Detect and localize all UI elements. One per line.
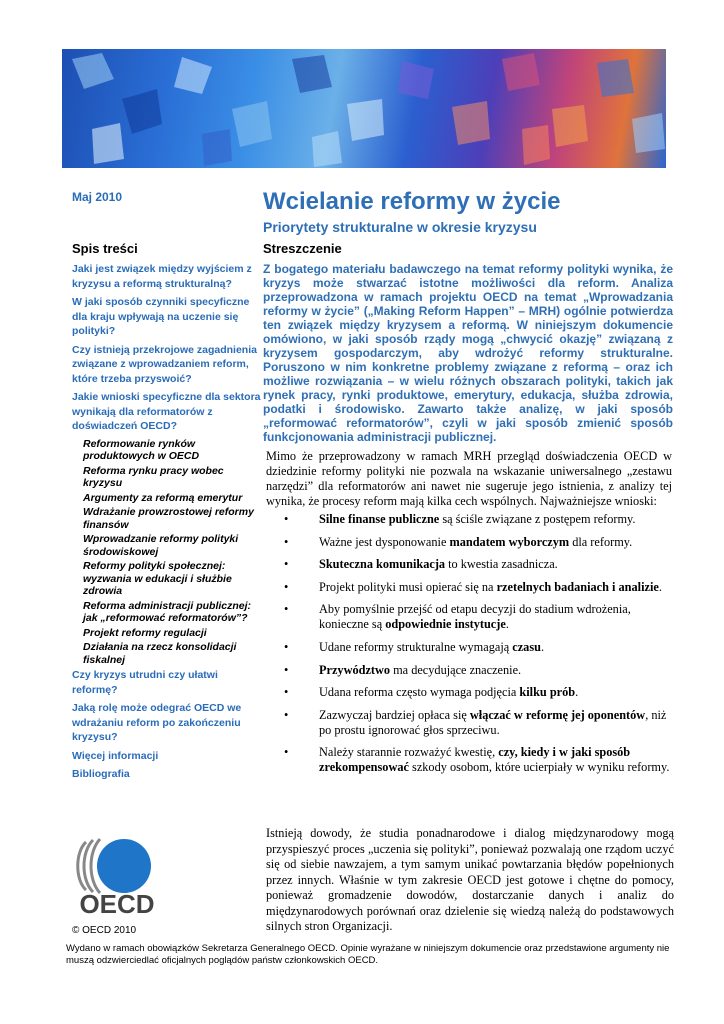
- summary-intro: Mimo że przeprowadzony w ramach MRH przegląd doświadczenia OECD w dziedzinie reformy polityki nie pozwala na wskazanie uniwersalnego „zestawu narzędzi” dla reformatorów ani nawet nie sugeruje jego istnienia, z analizy tej wynika, że procesy reform mają kilka cech wspólnych. Najważniejsze wnioski:: [266, 449, 672, 508]
- finding-item: [266, 640, 672, 655]
- finding-bold: Przywództwo: [319, 662, 391, 677]
- finding-bold: Skuteczna komunikacja: [319, 557, 446, 572]
- toc-subitem[interactable]: Działania na rzecz konsolidacji fiskalnej: [83, 641, 237, 666]
- finding-item: [266, 602, 672, 632]
- copyright: © OECD 2010: [72, 925, 137, 936]
- finding-item: [266, 708, 672, 738]
- summary-conclusion: Istnieją dowody, że studia ponadnarodowe i dialog międzynarodowy mogą przyspieszyć proces „uczenia się polityki”, ponieważ pozwalają one rządom uczyć się od siebie nawzajem, a tym samym unikać powtarzania błędów popełnionych przez innych. Właśnie w tym zakresie OECD jest gotowe i chętne do pomocy, ponieważ gromadzenie dowodów, dostarczanie danych i analiz do międzynarodowych porównań oraz dzielenie się wiedzą należą do podstawowych silnych stron Organizacji.: [266, 826, 674, 933]
- summary-abstract: Z bogatego materiału badawczego na temat reformy polityki wynika, że kryzys może stwarzać istotne możliwości dla reform. Analiza przeprowadzona w ramach projektu OECD na temat „Wprowadzania reformy w życie” („Making Reform Happen” – MRH) ogólnie potwierdza ten związek między kryzysem a reformą. W niniejszym dokumencie omówiono, w jaki sposób rządy mogą „chwycić okazję” związaną z kryzysem gospodarczym, aby wdrożyć reformy strukturalne. Poruszono w nim konkretne problemy związane z reformą – oraz ich możliwe rozwiązania – w wielu różnych obszarach polityki, takich jak rynek pracy, rynki produktowe, emerytury, edukacja, służba zdrowia, podatki i środowisko. Zawarto także analizę, w jaki sposób „reformować reformatorów”, czyli w jaki sposób zmienić sposób funkcjonowania administracji publicznej.: [263, 262, 673, 444]
- mosaic-banner-image: [62, 49, 666, 168]
- finding-item: [266, 685, 672, 700]
- finding-item: [266, 580, 672, 595]
- bullet-icon: •: [284, 512, 289, 526]
- table-of-contents: [72, 262, 262, 786]
- toc-item[interactable]: Jaką rolę może odegrać OECD we wdrażaniu reform po zakończeniu kryzysu?: [72, 702, 242, 743]
- toc-subitem[interactable]: Reforma rynku pracy wobec kryzysu: [83, 464, 224, 489]
- finding-bold: Silne finanse publiczne: [319, 512, 440, 526]
- finding-post: , niż po prostu ignorować głos sprzeciwu.: [319, 707, 667, 737]
- finding-post: to kwestia zasadnicza.: [445, 557, 558, 572]
- bullet-icon: •: [284, 579, 289, 594]
- oecd-logo: [72, 834, 162, 916]
- toc-subitem[interactable]: Wprowadzanie reformy polityki środowiskowej: [83, 533, 239, 558]
- toc-subitem[interactable]: Argumenty za reformą emerytur: [83, 491, 243, 504]
- toc-subitem[interactable]: Reforma administracji publicznej: jak „reformować reformatorów”?: [83, 599, 252, 624]
- toc-subitem[interactable]: Wdrażanie prowzrostowej reformy finansów: [83, 506, 254, 531]
- finding-bold: włączać w reformę jej oponentów: [469, 707, 646, 722]
- bullet-icon: •: [284, 662, 289, 677]
- finding-post: ma decydujące znaczenie.: [390, 662, 522, 677]
- toc-item[interactable]: Czy istnieją przekrojowe zagadnienia związane z wprowadzaniem reform, które trzeba przyswoić?: [72, 343, 257, 385]
- finding-item: [266, 512, 672, 527]
- finding-pre: Projekt polityki musi opierać się na: [319, 579, 497, 594]
- toc-subitem[interactable]: Projekt reformy regulacji: [83, 626, 207, 639]
- finding-pre: Zazwyczaj bardziej opłaca się: [319, 707, 470, 722]
- bullet-icon: •: [284, 707, 289, 722]
- toc-subitem[interactable]: Reformowanie rynków produktowych w OECD: [83, 437, 200, 462]
- publication-date: Maj 2010: [72, 190, 123, 204]
- key-findings-list: [266, 512, 672, 783]
- finding-item: [266, 557, 672, 572]
- disclaimer: Wydano w ramach obowiązków Sekretarza Generalnego OECD. Opinie wyrażane w niniejszym dokumencie oraz przedstawione argumenty nie muszą odzwierciedlać oficjalnych poglądów państw członkowskich OECD.: [66, 943, 670, 966]
- finding-bold: czy, kiedy i w jaki sposób zrekompensować: [319, 745, 631, 775]
- finding-pre: Ważne jest dysponowanie: [319, 534, 450, 549]
- mosaic-pattern: [62, 49, 666, 168]
- finding-bold: kilku prób: [519, 685, 576, 700]
- finding-post: .: [658, 579, 662, 594]
- bullet-icon: •: [284, 557, 289, 572]
- bullet-icon: •: [284, 685, 289, 700]
- page-title: Wcielanie reformy w życie: [263, 188, 561, 215]
- bullet-icon: •: [284, 534, 289, 549]
- toc-title: Spis treści: [72, 241, 138, 256]
- finding-pre: Aby pomyślnie przejść od etapu decyzji do stadium wdrożenia, konieczne są: [319, 602, 631, 632]
- bullet-icon: •: [284, 639, 289, 654]
- finding-item: [266, 663, 672, 678]
- toc-item[interactable]: Czy kryzys utrudni czy ułatwi reformę?: [72, 669, 218, 696]
- page-subtitle: Priorytety strukturalne w okresie kryzysu: [263, 219, 537, 235]
- finding-pre: Udana reforma często wymaga podjęcia: [319, 685, 520, 700]
- finding-bold: mandatem wyborczym: [449, 534, 570, 549]
- finding-post: .: [575, 685, 579, 700]
- finding-pre: Należy starannie rozważyć kwestię,: [319, 745, 499, 760]
- finding-post: są ściśle związane z postępem reformy.: [439, 512, 636, 526]
- finding-pre: Udane reformy strukturalne wymagają: [319, 639, 513, 654]
- bullet-icon: •: [284, 745, 289, 760]
- toc-item[interactable]: Jaki jest związek między wyjściem z kryzysu a reformą strukturalną?: [72, 263, 252, 290]
- finding-bold: czasu: [512, 639, 541, 654]
- finding-post: .: [505, 617, 509, 632]
- toc-item[interactable]: W jaki sposób czynniki specyficzne dla kraju wpływają na uczenie się polityki?: [72, 296, 250, 337]
- finding-bold: odpowiednie instytucje: [385, 617, 506, 632]
- toc-item[interactable]: Więcej informacji: [72, 749, 159, 762]
- bullet-icon: •: [284, 602, 289, 617]
- finding-item: [266, 535, 672, 550]
- toc-item[interactable]: Jakie wnioski specyficzne dla sektora wynikają dla reformatorów z doświadczeń OECD?: [72, 391, 261, 432]
- finding-bold: rzetelnych badaniach i analizie: [496, 579, 659, 594]
- toc-subitem[interactable]: Reformy polityki społecznej: wyzwania w edukacji i służbie zdrowia: [83, 560, 232, 597]
- finding-post: .: [540, 639, 545, 654]
- summary-heading: Streszczenie: [263, 241, 342, 256]
- finding-item: [266, 745, 672, 775]
- finding-post: dla reformy.: [569, 534, 633, 549]
- logo-wordmark: OECD: [79, 889, 155, 916]
- toc-item[interactable]: Bibliografia: [72, 768, 130, 780]
- finding-post: szkody osobom, które ucierpiały w wyniku reformy.: [408, 760, 670, 775]
